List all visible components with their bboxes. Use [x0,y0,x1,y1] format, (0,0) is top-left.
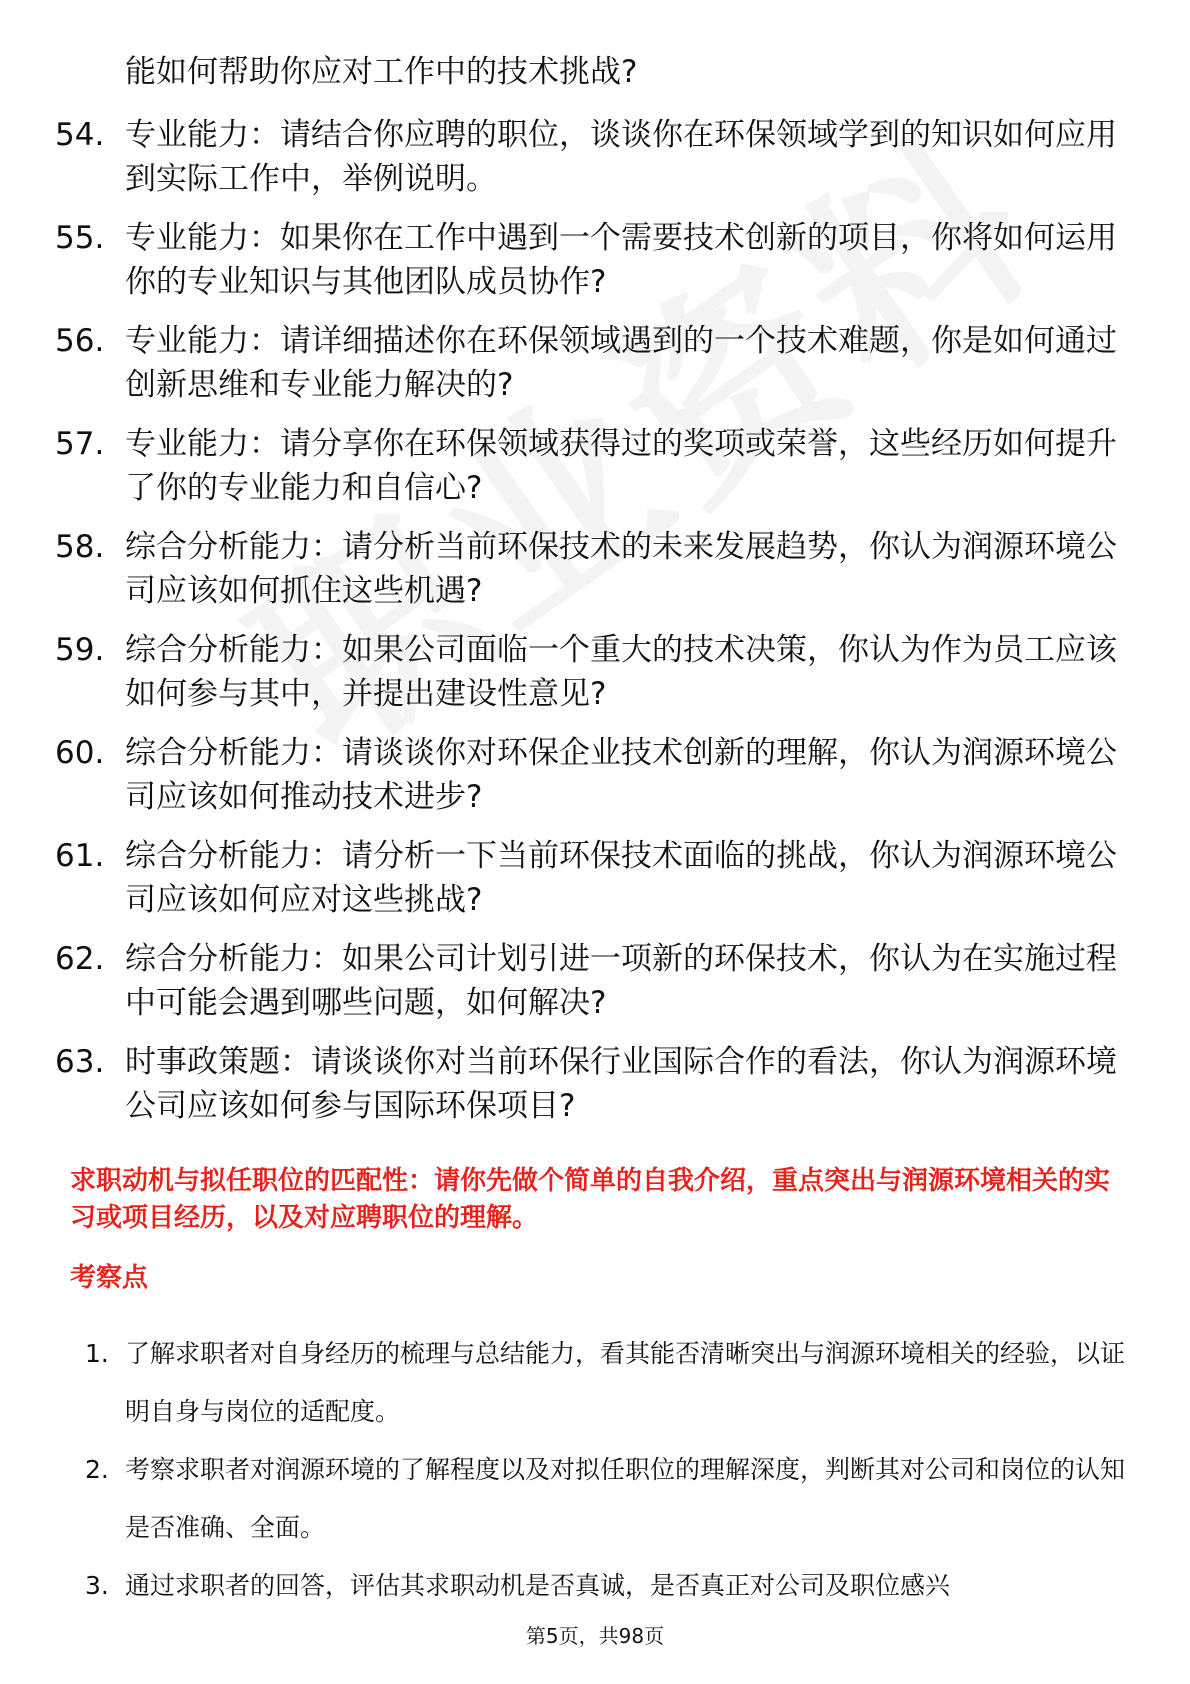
question-number: 59. [55,632,105,668]
question-item [55,834,1135,922]
question-number: 57. [55,426,105,462]
point-number: 1. [85,1339,109,1368]
question-text: 专业能力：请分享你在环保领域获得过的奖项或荣誉，这些经历如何提升了你的专业能力和自信心? [125,426,1117,506]
assessment-point [85,1441,1135,1557]
section-subheading: 考察点 [70,1263,149,1293]
question-text: 综合分析能力：如果公司面临一个重大的技术决策，你认为作为员工应该如何参与其中，并提出建设性意见? [125,632,1117,712]
question-number: 60. [55,735,105,771]
question-item [55,628,1135,716]
point-text: 了解求职者对自身经历的梳理与总结能力，看其能否清晰突出与润源环境相关的经验，以证明自身与岗位的适配度。 [125,1339,1126,1426]
question-item [55,525,1135,613]
question-item [55,1040,1135,1128]
question-text: 时事政策题：请谈谈你对当前环保行业国际合作的看法，你认为润源环境公司应该如何参与国际环保项目? [125,1044,1117,1124]
section-heading: 求职动机与拟任职位的匹配性：请你先做个简单的自我介绍，重点突出与润源环境相关的实习或项目经历，以及对应聘职位的理解。 [70,1166,1111,1233]
assessment-point [85,1325,1135,1441]
question-list [55,113,1135,1143]
point-number: 2. [85,1455,109,1484]
question-item [55,113,1135,201]
question-item [55,216,1135,304]
point-text: 考察求职者对润源环境的了解程度以及对拟任职位的理解深度，判断其对公司和岗位的认知是否准确、全面。 [125,1455,1126,1542]
question-item [55,731,1135,819]
point-text: 通过求职者的回答，评估其求职动机是否真诚，是否真正对公司及职位感兴 [125,1571,951,1600]
question-number: 62. [55,941,105,977]
question-item [55,422,1135,510]
assessment-points-list [85,1325,1135,1615]
question-number: 54. [55,117,105,153]
question-number: 58. [55,529,105,565]
page-footer: 第5页，共98页 [525,1624,665,1648]
point-number: 3. [85,1571,109,1600]
continuation-text: 能如何帮助你应对工作中的技术挑战? [125,54,638,90]
question-number: 63. [55,1044,105,1080]
question-item [55,319,1135,407]
question-text: 专业能力：请结合你应聘的职位，谈谈你在环保领域学到的知识如何应用到实际工作中，举例说明。 [125,117,1117,197]
assessment-point [85,1557,1135,1615]
question-text: 综合分析能力：请谈谈你对环保企业技术创新的理解，你认为润源环境公司应该如何推动技术进步? [125,735,1117,815]
question-text: 综合分析能力：请分析当前环保技术的未来发展趋势，你认为润源环境公司应该如何抓住这些机遇? [125,529,1117,609]
question-item [55,937,1135,1025]
question-number: 56. [55,323,105,359]
question-text: 综合分析能力：如果公司计划引进一项新的环保技术，你认为在实施过程中可能会遇到哪些问题，如何解决? [125,941,1117,1021]
question-text: 专业能力：请详细描述你在环保领域遇到的一个技术难题，你是如何通过创新思维和专业能力解决的? [125,323,1117,403]
question-text: 专业能力：如果你在工作中遇到一个需要技术创新的项目，你将如何运用你的专业知识与其他团队成员协作? [125,220,1117,300]
question-text: 综合分析能力：请分析一下当前环保技术面临的挑战，你认为润源环境公司应该如何应对这些挑战? [125,838,1117,918]
question-number: 55. [55,220,105,256]
question-number: 61. [55,838,105,874]
